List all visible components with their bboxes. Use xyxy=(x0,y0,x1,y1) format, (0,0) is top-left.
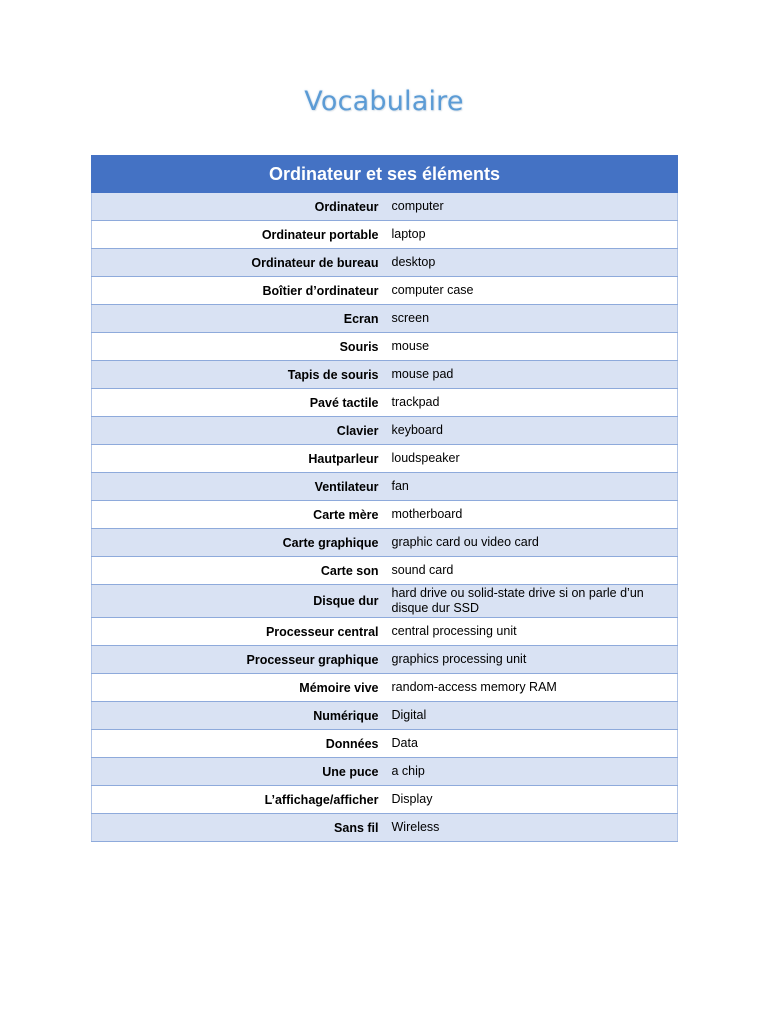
table-row xyxy=(92,277,678,305)
french-term: Données xyxy=(92,730,386,758)
english-translation: a chip xyxy=(386,758,678,786)
table-row xyxy=(92,786,678,814)
english-translation: sound card xyxy=(386,557,678,585)
french-term: Carte son xyxy=(92,557,386,585)
table-row xyxy=(92,361,678,389)
english-translation: motherboard xyxy=(386,501,678,529)
table-row xyxy=(92,305,678,333)
english-translation: desktop xyxy=(386,249,678,277)
table-row xyxy=(92,417,678,445)
english-translation: fan xyxy=(386,473,678,501)
table-row xyxy=(92,501,678,529)
french-term: Boîtier d’ordinateur xyxy=(92,277,386,305)
page-title: Vocabulaire xyxy=(304,86,464,117)
table-row xyxy=(92,702,678,730)
english-translation: central processing unit xyxy=(386,618,678,646)
table-row xyxy=(92,333,678,361)
table-row xyxy=(92,585,678,618)
english-translation: graphics processing unit xyxy=(386,646,678,674)
english-translation: mouse pad xyxy=(386,361,678,389)
french-term: Ordinateur xyxy=(92,193,386,221)
vocabulary-table xyxy=(91,155,678,842)
french-term: Souris xyxy=(92,333,386,361)
french-term: Carte graphique xyxy=(92,529,386,557)
french-term: Processeur graphique xyxy=(92,646,386,674)
table-row xyxy=(92,529,678,557)
table-row xyxy=(92,445,678,473)
table-row xyxy=(92,221,678,249)
table-row xyxy=(92,758,678,786)
english-translation: Wireless xyxy=(386,814,678,842)
french-term: Disque dur xyxy=(92,585,386,618)
table-row xyxy=(92,473,678,501)
table-header: Ordinateur et ses éléments xyxy=(92,156,678,193)
french-term: Clavier xyxy=(92,417,386,445)
french-term: Une puce xyxy=(92,758,386,786)
french-term: Numérique xyxy=(92,702,386,730)
table-row xyxy=(92,674,678,702)
english-translation: trackpad xyxy=(386,389,678,417)
table-row xyxy=(92,730,678,758)
french-term: Ventilateur xyxy=(92,473,386,501)
french-term: Carte mère xyxy=(92,501,386,529)
table-header-row xyxy=(92,156,678,193)
english-translation: keyboard xyxy=(386,417,678,445)
english-translation: Data xyxy=(386,730,678,758)
french-term: Hautparleur xyxy=(92,445,386,473)
french-term: Sans fil xyxy=(92,814,386,842)
english-translation: loudspeaker xyxy=(386,445,678,473)
french-term: Pavé tactile xyxy=(92,389,386,417)
french-term: Mémoire vive xyxy=(92,674,386,702)
french-term: Ordinateur portable xyxy=(92,221,386,249)
table-row xyxy=(92,814,678,842)
table-row xyxy=(92,249,678,277)
english-translation: random-access memory RAM xyxy=(386,674,678,702)
table-row xyxy=(92,618,678,646)
english-translation: laptop xyxy=(386,221,678,249)
english-translation: computer xyxy=(386,193,678,221)
french-term: Ecran xyxy=(92,305,386,333)
english-translation: Digital xyxy=(386,702,678,730)
table-row xyxy=(92,646,678,674)
english-translation: screen xyxy=(386,305,678,333)
french-term: Ordinateur de bureau xyxy=(92,249,386,277)
french-term: L’affichage/afficher xyxy=(92,786,386,814)
english-translation: graphic card ou video card xyxy=(386,529,678,557)
english-translation: Display xyxy=(386,786,678,814)
table-row xyxy=(92,557,678,585)
english-translation: mouse xyxy=(386,333,678,361)
english-translation: hard drive ou solid-state drive si on parle d’un disque dur SSD xyxy=(386,585,678,618)
english-translation: computer case xyxy=(386,277,678,305)
table-row xyxy=(92,389,678,417)
french-term: Processeur central xyxy=(92,618,386,646)
french-term: Tapis de souris xyxy=(92,361,386,389)
table-row xyxy=(92,193,678,221)
